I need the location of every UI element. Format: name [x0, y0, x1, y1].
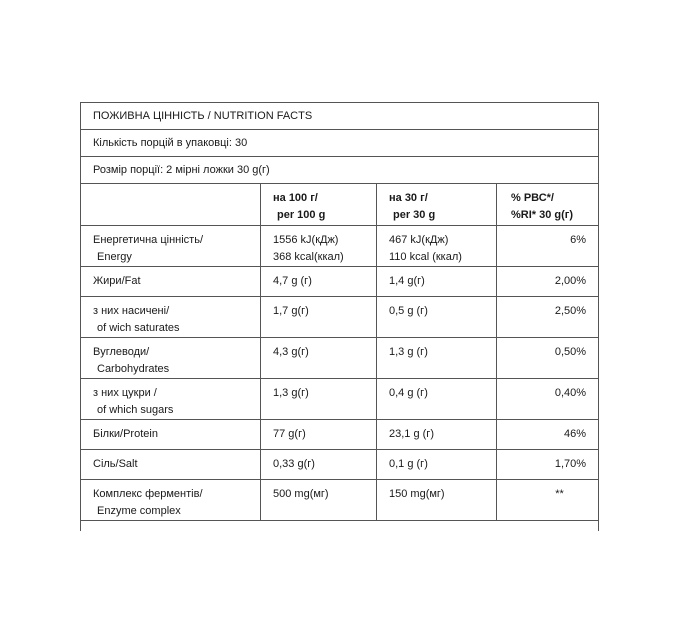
table-title: ПОЖИВНА ЦІННІСТЬ / NUTRITION FACTS	[81, 103, 599, 130]
header-per-100g: на 100 г/ per 100 g	[261, 184, 377, 226]
value-ri: 1,70%	[497, 450, 599, 480]
nutrient-row-carbohydrates	[81, 338, 599, 379]
value-per-30g: 0,1 g (г)	[377, 450, 497, 480]
nutrient-name: з них насичені/ of wich saturates	[81, 297, 261, 338]
serving-size: Розмір порції: 2 мірні ложки 30 g(г)	[81, 157, 599, 184]
value-ri: 0,40%	[497, 379, 599, 420]
nutrient-row-fat	[81, 267, 599, 297]
nutrient-row-sugars	[81, 379, 599, 420]
value-per-30g: 467 kJ(кДж) 110 kcal (ккал)	[377, 226, 497, 267]
value-ri: 2,00%	[497, 267, 599, 297]
value-per-30g: 1,4 g(г)	[377, 267, 497, 297]
nutrition-facts-table	[80, 102, 599, 531]
header-per-30g: на 30 г/ per 30 g	[377, 184, 497, 226]
value-ri: 0,50%	[497, 338, 599, 379]
header-ri: % РВС*/ %RI* 30 g(г)	[497, 184, 599, 226]
nutrient-name: Жири/Fat	[81, 267, 261, 297]
value-per-30g: 1,3 g (г)	[377, 338, 497, 379]
value-per-100g: 1,3 g(г)	[261, 379, 377, 420]
value-per-30g: 150 mg(мг)	[377, 480, 497, 521]
value-ri: 46%	[497, 420, 599, 450]
nutrient-row-saturates	[81, 297, 599, 338]
nutrient-name: Комплекс ферментів/ Enzyme complex	[81, 480, 261, 521]
value-ri: 2,50%	[497, 297, 599, 338]
nutrient-name: Сіль/Salt	[81, 450, 261, 480]
header-blank	[81, 184, 261, 226]
nutrient-name: Енергетична цінність/ Energy	[81, 226, 261, 267]
table-bottom-spacer	[81, 521, 599, 532]
value-per-100g: 4,7 g (г)	[261, 267, 377, 297]
value-per-30g: 0,5 g (г)	[377, 297, 497, 338]
value-per-100g: 0,33 g(г)	[261, 450, 377, 480]
value-per-100g: 4,3 g(г)	[261, 338, 377, 379]
value-per-100g: 77 g(г)	[261, 420, 377, 450]
nutrient-name: з них цукри / of which sugars	[81, 379, 261, 420]
column-header-row	[81, 184, 599, 226]
nutrient-row-enzyme-complex	[81, 480, 599, 521]
value-per-100g: 1556 kJ(кДж) 368 kcal(ккал)	[261, 226, 377, 267]
value-per-30g: 0,4 g (г)	[377, 379, 497, 420]
value-per-100g: 1,7 g(г)	[261, 297, 377, 338]
nutrient-row-salt	[81, 450, 599, 480]
value-ri: 6%	[497, 226, 599, 267]
nutrient-name: Білки/Protein	[81, 420, 261, 450]
servings-per-container: Кількість порцій в упаковці: 30	[81, 130, 599, 157]
nutrient-row-energy	[81, 226, 599, 267]
nutrient-row-protein	[81, 420, 599, 450]
value-per-100g: 500 mg(мг)	[261, 480, 377, 521]
nutrient-name: Вуглеводи/ Carbohydrates	[81, 338, 261, 379]
value-per-30g: 23,1 g (г)	[377, 420, 497, 450]
value-ri: **	[497, 480, 599, 521]
